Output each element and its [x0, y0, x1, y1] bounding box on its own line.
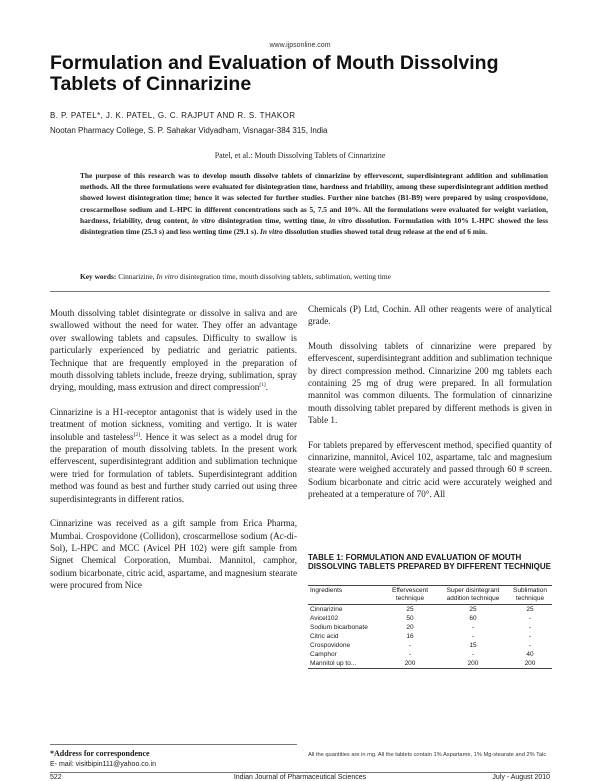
- body-paragraph: Chemicals (P) Ltd, Cochin. All other reagents were of analytical grade.: [308, 304, 552, 327]
- table-row: [308, 659, 552, 669]
- table-cell: 200: [382, 659, 438, 669]
- article-title: Formulation and Evaluation of Mouth Dissolving Tablets of Cinnarizine: [50, 52, 499, 95]
- section-divider: [50, 291, 550, 292]
- table-cell: 15: [469, 641, 477, 649]
- body-paragraph: Cinnarizine was received as a gift sample from Erica Pharma, Mumbai. Crospovidone (Collidon), croscarmellose sodium (Ac-di-Sol), L-HPC and MCC (Avicel PH 102) were gift sample from Signet Chemical Corporation, Mumbai. Mannitol, camphor, sodium bicarbonate, citric acid, aspartame, and magnesium stearate were procured from Nice: [50, 518, 297, 591]
- body-column-left: [50, 307, 297, 604]
- table-row: [308, 641, 552, 650]
- formulation-table: [308, 585, 552, 669]
- correspondence-divider: [50, 744, 297, 745]
- table-title: TABLE 1: FORMULATION AND EVALUATION OF MOUTH DISSOLVING TABLETS PREPARED BY DIFFERENT TECHNIQUE: [308, 553, 551, 571]
- keywords-italic: In vitro: [156, 272, 179, 281]
- affiliation: Nootan Pharmacy College, S. P. Sahakar Vidyadham, Visnagar-384 315, India: [50, 126, 328, 135]
- correspondence-email[interactable]: E- mail: visitbipin111@yahoo.co.in: [50, 761, 157, 768]
- table-cell: -: [471, 623, 475, 631]
- table-cell: -: [408, 650, 412, 658]
- table-cell: -: [471, 632, 475, 640]
- body-paragraph: [50, 307, 297, 394]
- body-paragraph: [50, 406, 297, 505]
- table-cell: 40: [526, 650, 534, 658]
- abstract-text: disintegration time, wetting time,: [215, 215, 330, 225]
- table-row: [308, 650, 552, 659]
- running-head: Patel, et al.: Mouth Dissolving Tablets of Cinnarizine: [214, 151, 386, 160]
- table-cell: 25: [469, 605, 477, 613]
- abstract-italic: in vitro: [191, 215, 216, 225]
- body-column-right: [308, 303, 552, 513]
- abstract-text: dissolution studies showed total drug release at the end of 6 min.: [282, 227, 487, 237]
- keywords-label: Key words:: [80, 272, 117, 281]
- table-cell: 25: [406, 605, 414, 613]
- site-url[interactable]: www.ijpsonline.com: [269, 42, 331, 49]
- issue-date: July - August 2010: [492, 774, 550, 781]
- paragraph-text: Mouth dissolving tablet disintegrate or dissolve in saliva and are swallowed without the need for water. They offer an advantage over swallowing tablets and capsules. Difficulty to swallow is particularly experienced by pediatric and geriatric patients. Technique that are frequently employed in the preparation of mouth dissolving tablets include, freeze drying, sublimation, spray drying, moulding, mass extrusion and direct compression: [50, 308, 297, 393]
- abstract-italic: In vitro: [260, 227, 283, 237]
- table-cell: 60: [469, 614, 477, 622]
- table-row: [308, 623, 552, 632]
- table-cell: -: [408, 641, 412, 649]
- author-list: B. P. PATEL*, J. K. PATEL, G. C. RAJPUT AND R. S. THAKOR: [50, 111, 296, 120]
- abstract-text: The purpose of this research was to develop mouth dissolve tablets of cinnarizine by effervescent, superdisintegrant addition and sublimation methods. All the three formulations were evaluated for disintegration time, hardness and friability, among these superdisintegrant addition method showed lowest disintegration time; hence it was selected for further studies. Further nine batches (B1-B9) were prepared by using crospovidone, croscarmellose sodium and L-HPC in different concentrations such as 5, 7.5 and 10%. All the formulations were evaluated for weight variation, hardness, friability, drug content,: [80, 171, 548, 225]
- table-row: [308, 614, 552, 623]
- table-row: [308, 605, 552, 615]
- table-cell: -: [528, 632, 532, 640]
- table-cell: Sodium bicarbonate: [310, 623, 368, 631]
- keywords-text: Cinnarizine,: [116, 272, 157, 281]
- table-cell: Crospovidone: [310, 641, 351, 649]
- table-cell: -: [528, 641, 532, 649]
- abstract: [80, 170, 548, 237]
- table-cell: Cinnarizine: [310, 605, 343, 613]
- table-cell: 20: [406, 623, 414, 631]
- paragraph-text: Cinnarizine is a H1-receptor antagonist that is widely used in the treatment of motion sickness, vomiting and vertigo. It is water insoluble and tasteless: [50, 406, 297, 442]
- footer-divider: [50, 772, 550, 773]
- keywords: [80, 272, 560, 281]
- table-cell: Avicel102: [310, 614, 339, 622]
- table-cell: 16: [406, 632, 414, 640]
- paragraph-text: . Hence it was select as a model drug for the preparation of mouth dissolving tablets. In the present work effervescent, superdisintegrant addition and sublimation technique were tried for formulation of tablets. Superdisintegrant addition method was found as best and further study carried out using three superdisintegrants in different ratios.: [50, 431, 297, 504]
- citation-ref[interactable]: [1]: [259, 382, 266, 389]
- column-header: Sublimation technique: [508, 586, 552, 605]
- table-cell: 25: [526, 605, 534, 613]
- table-row: [308, 632, 552, 641]
- table-cell: Mannitol up to...: [308, 659, 382, 669]
- body-paragraph: Mouth dissolving tablets of cinnarizine were prepared by effervescent, superdisintegrant addition and sublimation technique by direct compression method. Cinnarizine 200 mg tablets each containing 25 mg of drug were prepared. In all formulation mannitol was common diluents. The formulation of cinnarizine mouth dissolving tablet prepared by different methods is given in Table 1.: [308, 340, 552, 426]
- body-paragraph: For tablets prepared by effervescent method, specified quantity of cinnarizine, mannitol, Avicel 102, aspartame, talc and magnesium stearate were weighed accurately and passed through 60 # screen. Sodium bicarbonate and citric acid were accurately weighed and preheated at a temperature of 70°. All: [308, 439, 552, 500]
- table-cell: Camphor: [310, 650, 337, 658]
- table-cell: -: [471, 650, 475, 658]
- table-cell: 200: [438, 659, 508, 669]
- table-header-row: [308, 586, 552, 605]
- abstract-italic: in vitro: [329, 215, 353, 225]
- table-footnote: All the quantities are in mg. All the tablets contain 1% Aspartame, 1% Mg-stearate and 2% Talc: [308, 752, 547, 758]
- column-header: Ingredients: [308, 586, 382, 605]
- journal-name: Indian Journal of Pharmaceutical Sciences: [233, 774, 367, 781]
- page-number: 522: [50, 774, 62, 781]
- abstract-text: dissolution. Formulation with 10% L-HPC showed the less disintegration time (25.3 s) and less wetting time (29.1 s).: [80, 215, 548, 237]
- table-cell: -: [528, 623, 532, 631]
- table-cell: 50: [406, 614, 414, 622]
- table-cell: Citric acid: [310, 632, 339, 640]
- keywords-text: disintegration time, mouth dissolving tablets, sublimation, wetting time: [178, 272, 391, 281]
- correspondence-label: *Address for correspondence: [50, 749, 150, 758]
- column-header: Super disintegrant addition technique: [438, 586, 508, 605]
- citation-ref[interactable]: [2]: [133, 431, 141, 438]
- paragraph-text: .: [265, 382, 269, 393]
- table-cell: -: [528, 614, 532, 622]
- table-cell: 200: [508, 659, 552, 669]
- column-header: Effervescent technique: [382, 586, 438, 605]
